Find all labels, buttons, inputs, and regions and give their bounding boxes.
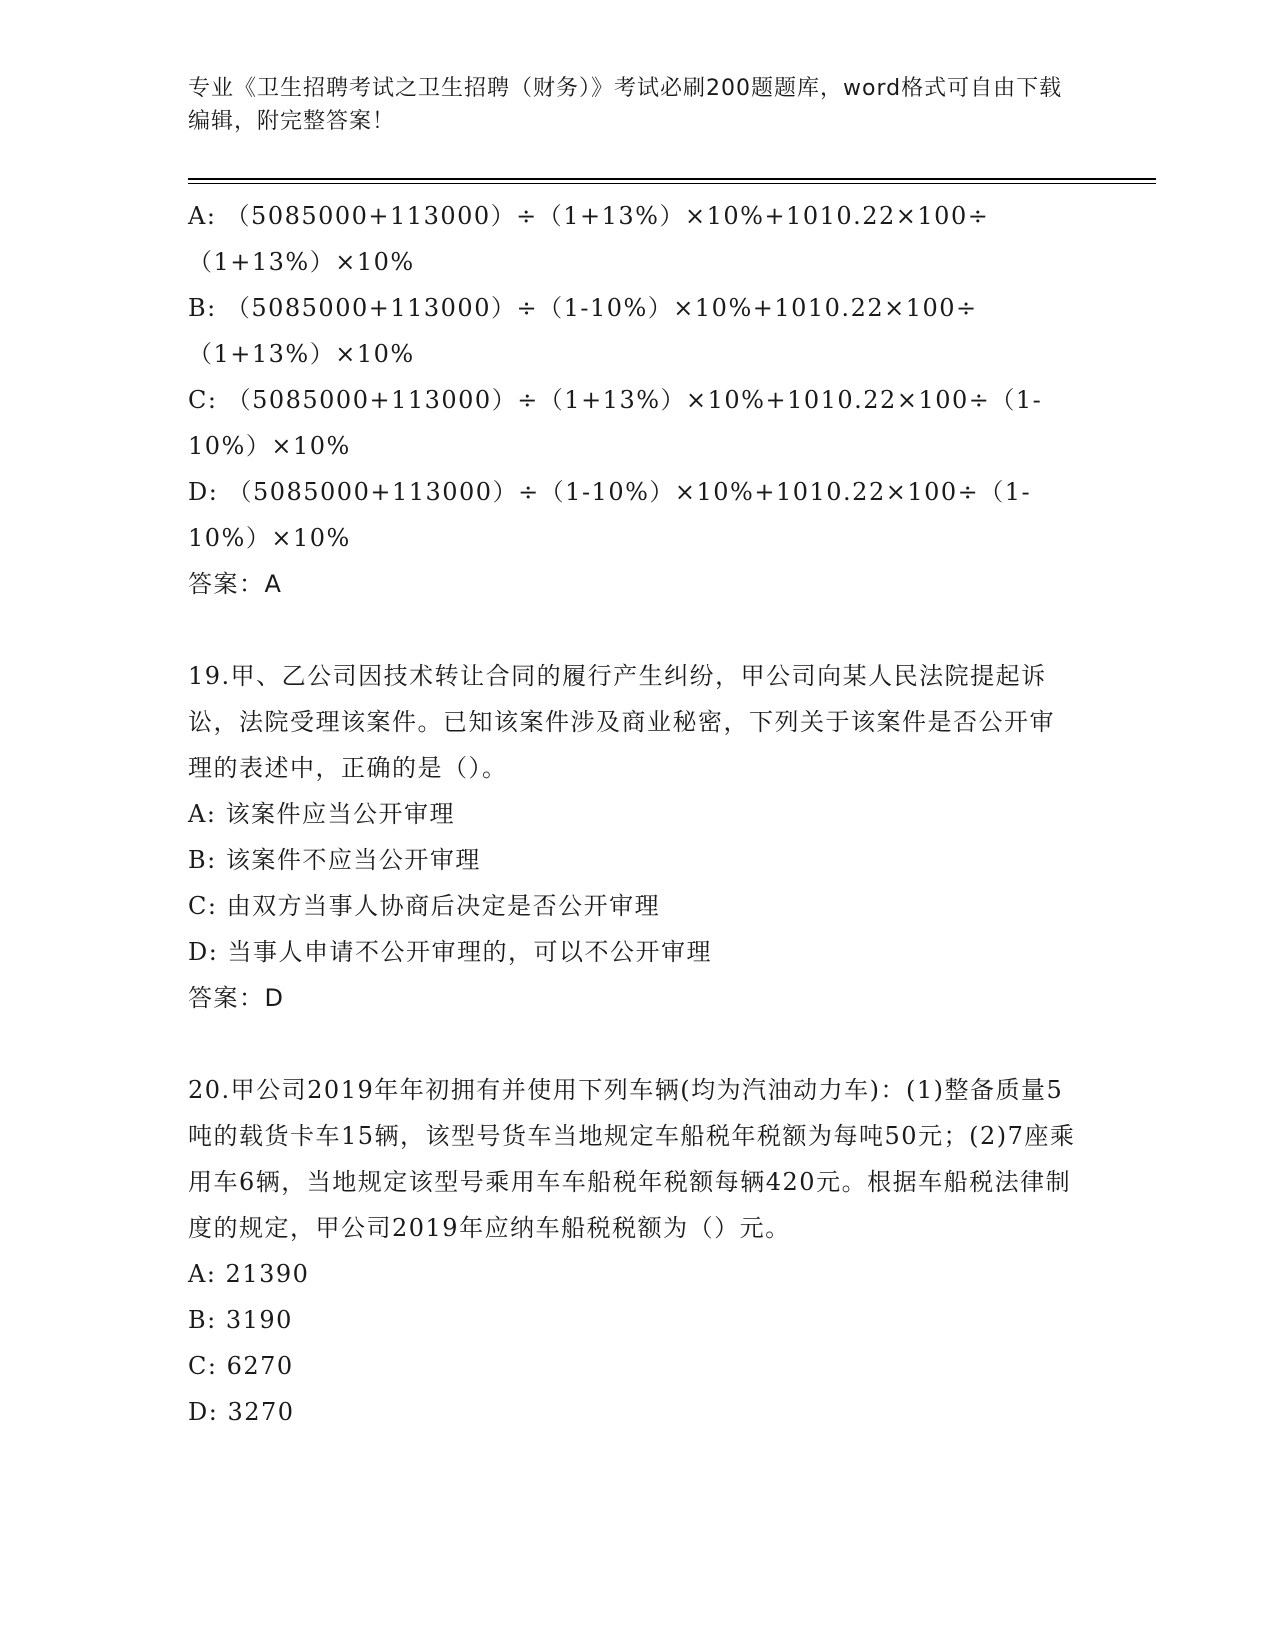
header-rule-thick [188,178,1156,180]
q19-option-c: C: 由双方当事人协商后决定是否公开审理 [188,892,661,920]
q19-option-d: D: 当事人申请不公开审理的，可以不公开审理 [188,938,712,966]
q19-answer: 答案：D [188,984,285,1012]
document-header: 专业《卫生招聘考试之卫生招聘（财务）》考试必刷200题题库，word格式可自由下载编辑，附完整答案！ [188,76,1063,134]
q19-options [188,791,1078,975]
spacer [188,1021,1078,1067]
q20-option-c: C: 6270 [188,1352,294,1380]
q18-option-d: D: （5085000+113000）÷（1-10%）×10%+1010.22×100÷（1-10%）×10% [188,478,1032,552]
q20-question: 20.甲公司2019年年初拥有并使用下列车辆(均为汽油动力车)：(1)整备质量5吨的载货卡车15辆，该型号货车当地规定车船税年税额为每吨50元；(2)7座乘用车6辆，当地规定该型号乘用车车船税年税额每辆420元。根据车船税法律制度的规定，甲公司2019年应纳车船税税额为（）元。 [188,1076,1076,1242]
spacer [188,607,1078,653]
q18-options [188,193,1078,561]
q19-question: 19.甲、乙公司因技术转让合同的履行产生纠纷，甲公司向某人民法院提起诉讼，法院受理该案件。已知该案件涉及商业秘密，下列关于该案件是否公开审理的表述中，正确的是（）。 [188,662,1055,782]
q18-option-b: B: （5085000+113000）÷（1-10%）×10%+1010.22×100÷（1+13%）×10% [188,294,978,368]
q18-answer: 答案：A [188,570,283,598]
q20-option-d: D: 3270 [188,1398,295,1426]
q19-option-b: B: 该案件不应当公开审理 [188,846,481,874]
q19-option-a: A: 该案件应当公开审理 [188,800,456,828]
header-rule-thin [188,183,1156,184]
q18-option-a: A: （5085000+113000）÷（1+13%）×10%+1010.22×100÷（1+13%）×10% [188,202,990,276]
q20-option-b: B: 3190 [188,1306,293,1334]
q18-option-c: C: （5085000+113000）÷（1+13%）×10%+1010.22×100÷（1-10%）×10% [188,386,1043,460]
q20-options [188,1251,1078,1435]
document-body [188,193,1078,1435]
q20-option-a: A: 21390 [188,1260,310,1288]
